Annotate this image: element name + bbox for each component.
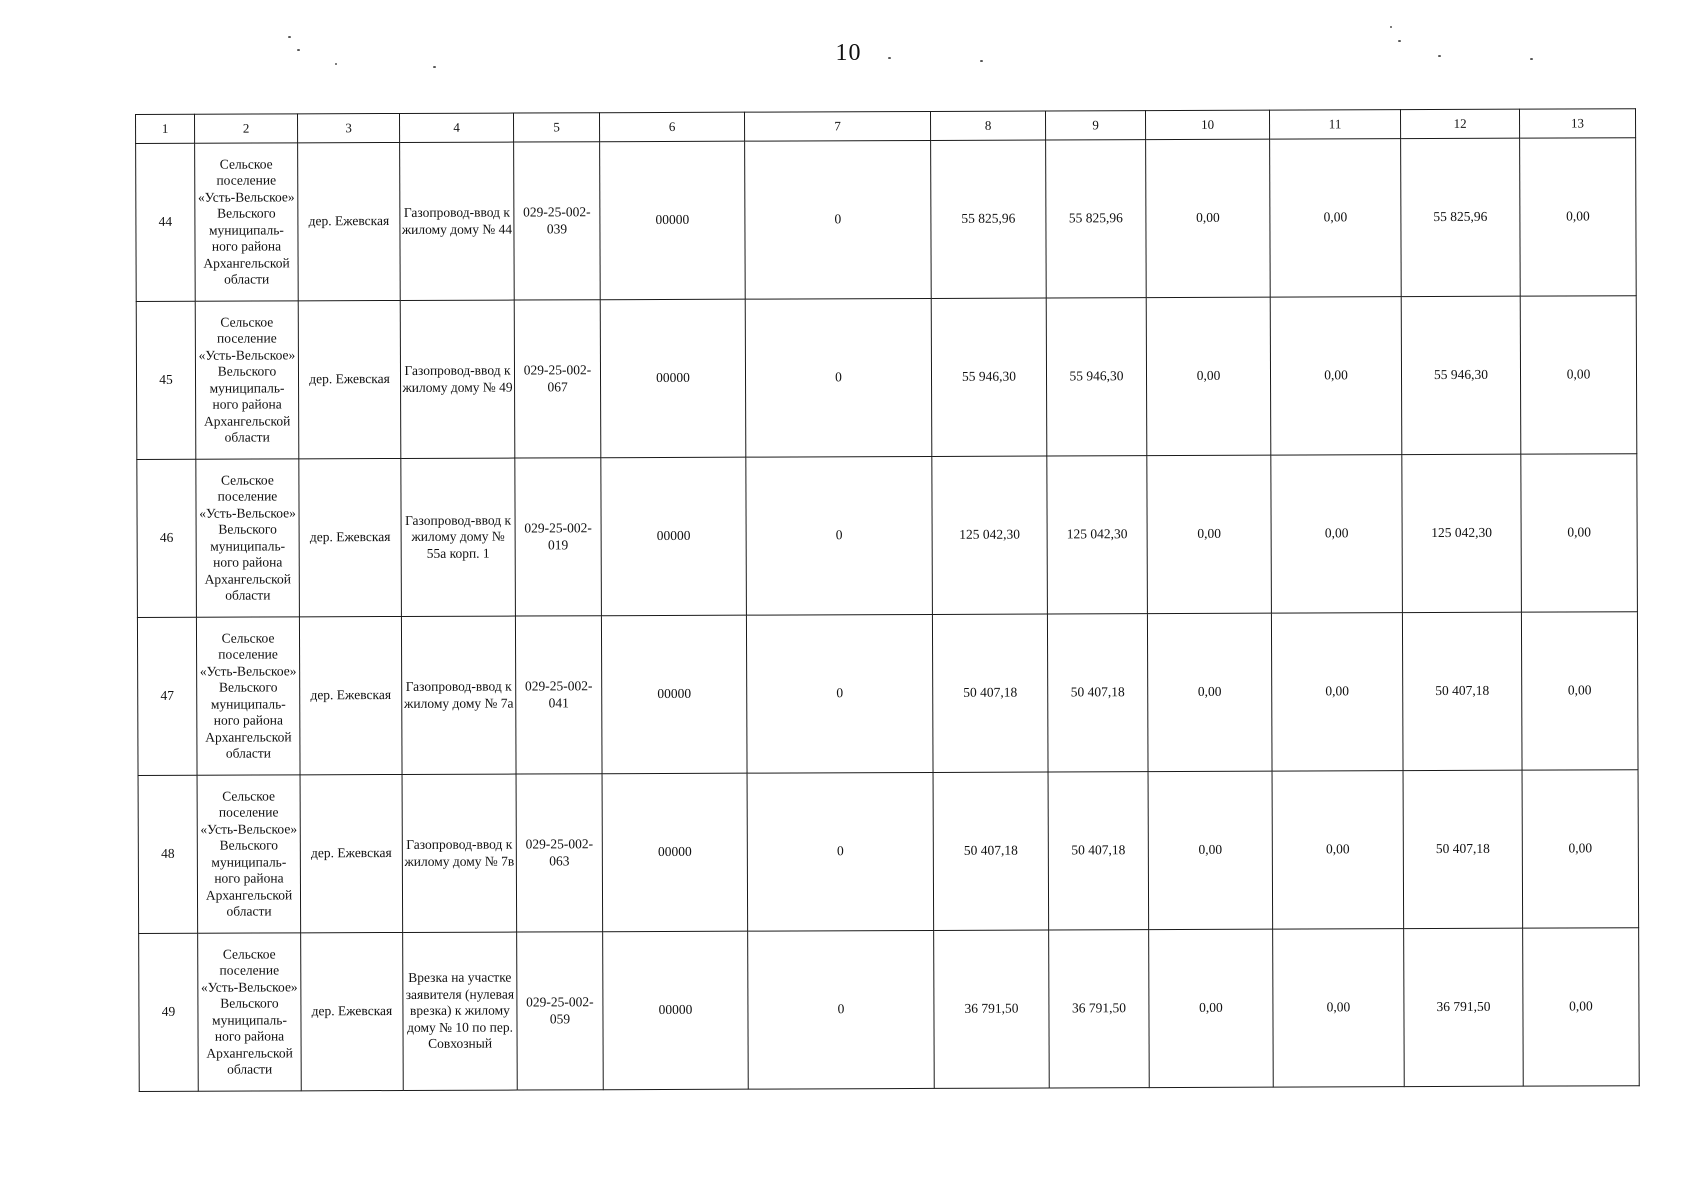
row-number-cell: 45 xyxy=(136,301,196,459)
value-cell: 55 825,96 xyxy=(1401,138,1521,296)
page-number: 10 xyxy=(835,40,862,66)
value-cell: 0,00 xyxy=(1148,771,1273,929)
scan-speck xyxy=(980,60,983,62)
code-cell: 00000 xyxy=(603,931,749,1090)
registry-table xyxy=(135,108,1640,1092)
column-header: 1 xyxy=(136,114,195,143)
value-cell: 0 xyxy=(748,930,935,1089)
column-header: 9 xyxy=(1045,111,1145,140)
locality-cell: дер. Ежевская xyxy=(298,300,401,458)
municipality-cell: Сельское поселение «Усть-Вельское» Вельского муниципаль-ного района Архангельской области xyxy=(197,775,301,933)
value-cell: 50 407,18 xyxy=(932,614,1048,772)
column-header: 2 xyxy=(195,114,298,143)
value-cell: 125 042,30 xyxy=(1402,454,1522,612)
column-header: 4 xyxy=(399,113,513,142)
code-cell: 00000 xyxy=(600,299,746,458)
value-cell: 0,00 xyxy=(1146,297,1271,455)
column-header: 5 xyxy=(513,113,599,142)
locality-cell: дер. Ежевская xyxy=(298,142,401,300)
value-cell: 36 791,50 xyxy=(1049,930,1150,1088)
scan-speck xyxy=(1530,58,1533,60)
value-cell: 0,00 xyxy=(1147,455,1272,613)
value-cell: 0,00 xyxy=(1273,929,1405,1088)
table-row xyxy=(136,296,1637,460)
row-number-cell: 47 xyxy=(137,617,197,775)
object-name-cell: Газопровод-ввод к жилому дому № 44 xyxy=(400,142,515,300)
value-cell: 0,00 xyxy=(1521,454,1638,612)
scan-speck xyxy=(1438,55,1441,57)
object-name-cell: Газопровод-ввод к жилому дому № 7в xyxy=(402,774,517,932)
scan-speck xyxy=(335,63,337,65)
row-number-cell: 44 xyxy=(136,143,196,301)
value-cell: 0,00 xyxy=(1520,296,1637,454)
column-header: 12 xyxy=(1400,109,1519,138)
row-number-cell: 48 xyxy=(138,775,198,933)
cadastral-number-cell: 029-25-002-019 xyxy=(515,458,602,616)
value-cell: 0,00 xyxy=(1270,139,1402,298)
table-row xyxy=(139,928,1640,1092)
cadastral-number-cell: 029-25-002-063 xyxy=(516,774,603,932)
object-name-cell: Врезка на участке заявителя (нулевая врезка) к жилому дому № 10 по пер. Совхозный xyxy=(403,932,518,1090)
value-cell: 0,00 xyxy=(1521,612,1638,770)
scan-speck xyxy=(1398,40,1401,42)
value-cell: 50 407,18 xyxy=(1048,772,1149,930)
value-cell: 0,00 xyxy=(1271,613,1403,772)
municipality-cell: Сельское поселение «Усть-Вельское» Вельского муниципаль-ного района Архангельской области xyxy=(198,933,302,1091)
column-header: 8 xyxy=(930,111,1045,140)
value-cell: 0,00 xyxy=(1149,929,1274,1087)
table-row xyxy=(136,138,1637,302)
value-cell: 0,00 xyxy=(1523,928,1640,1086)
value-cell: 0,00 xyxy=(1271,455,1403,614)
locality-cell: дер. Ежевская xyxy=(301,932,404,1090)
value-cell: 36 791,50 xyxy=(1404,928,1524,1086)
municipality-cell: Сельское поселение «Усть-Вельское» Вельского муниципаль-ного района Архангельской области xyxy=(195,143,299,301)
cadastral-number-cell: 029-25-002-067 xyxy=(514,300,601,458)
object-name-cell: Газопровод-ввод к жилому дому № 55а корп. 1 xyxy=(401,458,516,616)
table-row xyxy=(138,770,1639,934)
value-cell: 0,00 xyxy=(1272,771,1404,930)
value-cell: 55 946,30 xyxy=(1046,298,1147,456)
scan-speck xyxy=(433,66,436,68)
value-cell: 55 946,30 xyxy=(931,298,1047,456)
value-cell: 50 407,18 xyxy=(1047,614,1148,772)
code-cell: 00000 xyxy=(600,141,746,300)
value-cell: 0,00 xyxy=(1147,613,1272,771)
scan-speck xyxy=(888,57,891,59)
cadastral-number-cell: 029-25-002-041 xyxy=(515,616,602,774)
code-cell: 00000 xyxy=(601,457,747,616)
column-header: 10 xyxy=(1145,110,1269,139)
locality-cell: дер. Ежевская xyxy=(300,774,403,932)
locality-cell: дер. Ежевская xyxy=(299,616,402,774)
locality-cell: дер. Ежевская xyxy=(299,458,402,616)
value-cell: 0,00 xyxy=(1520,138,1637,296)
code-cell: 00000 xyxy=(602,773,748,932)
cadastral-number-cell: 029-25-002-059 xyxy=(517,932,604,1090)
scan-speck xyxy=(1390,26,1392,28)
value-cell: 0,00 xyxy=(1522,770,1639,928)
value-cell: 0 xyxy=(747,772,934,931)
object-name-cell: Газопровод-ввод к жилому дому № 7а xyxy=(401,616,516,774)
value-cell: 125 042,30 xyxy=(1047,456,1148,614)
code-cell: 00000 xyxy=(601,615,747,774)
scan-speck xyxy=(297,49,300,51)
row-number-cell: 49 xyxy=(139,933,199,1091)
municipality-cell: Сельское поселение «Усть-Вельское» Вельского муниципаль-ного района Архангельской области xyxy=(196,617,300,775)
scan-speck xyxy=(288,36,291,38)
column-header: 3 xyxy=(298,113,400,142)
value-cell: 0 xyxy=(745,298,932,457)
value-cell: 50 407,18 xyxy=(933,772,1049,930)
value-cell: 55 825,96 xyxy=(1046,140,1147,298)
table-row xyxy=(137,454,1638,618)
value-cell: 55 825,96 xyxy=(931,140,1047,298)
column-header: 7 xyxy=(744,111,930,141)
cadastral-number-cell: 029-25-002-039 xyxy=(514,142,601,300)
value-cell: 50 407,18 xyxy=(1402,612,1522,770)
value-cell: 0,00 xyxy=(1270,297,1402,456)
table-row xyxy=(137,612,1638,776)
value-cell: 55 946,30 xyxy=(1401,296,1521,454)
row-number-cell: 46 xyxy=(137,459,197,617)
object-name-cell: Газопровод-ввод к жилому дому № 49 xyxy=(400,300,515,458)
column-header: 13 xyxy=(1519,109,1635,138)
value-cell: 0 xyxy=(746,614,933,773)
column-header: 11 xyxy=(1269,110,1400,140)
municipality-cell: Сельское поселение «Усть-Вельское» Вельского муниципаль-ного района Архангельской области xyxy=(195,301,299,459)
value-cell: 0 xyxy=(746,456,933,615)
value-cell: 50 407,18 xyxy=(1403,770,1523,928)
municipality-cell: Сельское поселение «Усть-Вельское» Вельского муниципаль-ного района Архангельской области xyxy=(196,459,300,617)
value-cell: 36 791,50 xyxy=(934,930,1050,1088)
value-cell: 0 xyxy=(745,140,932,299)
column-header: 6 xyxy=(599,112,744,142)
value-cell: 0,00 xyxy=(1146,139,1271,297)
value-cell: 125 042,30 xyxy=(932,456,1048,614)
